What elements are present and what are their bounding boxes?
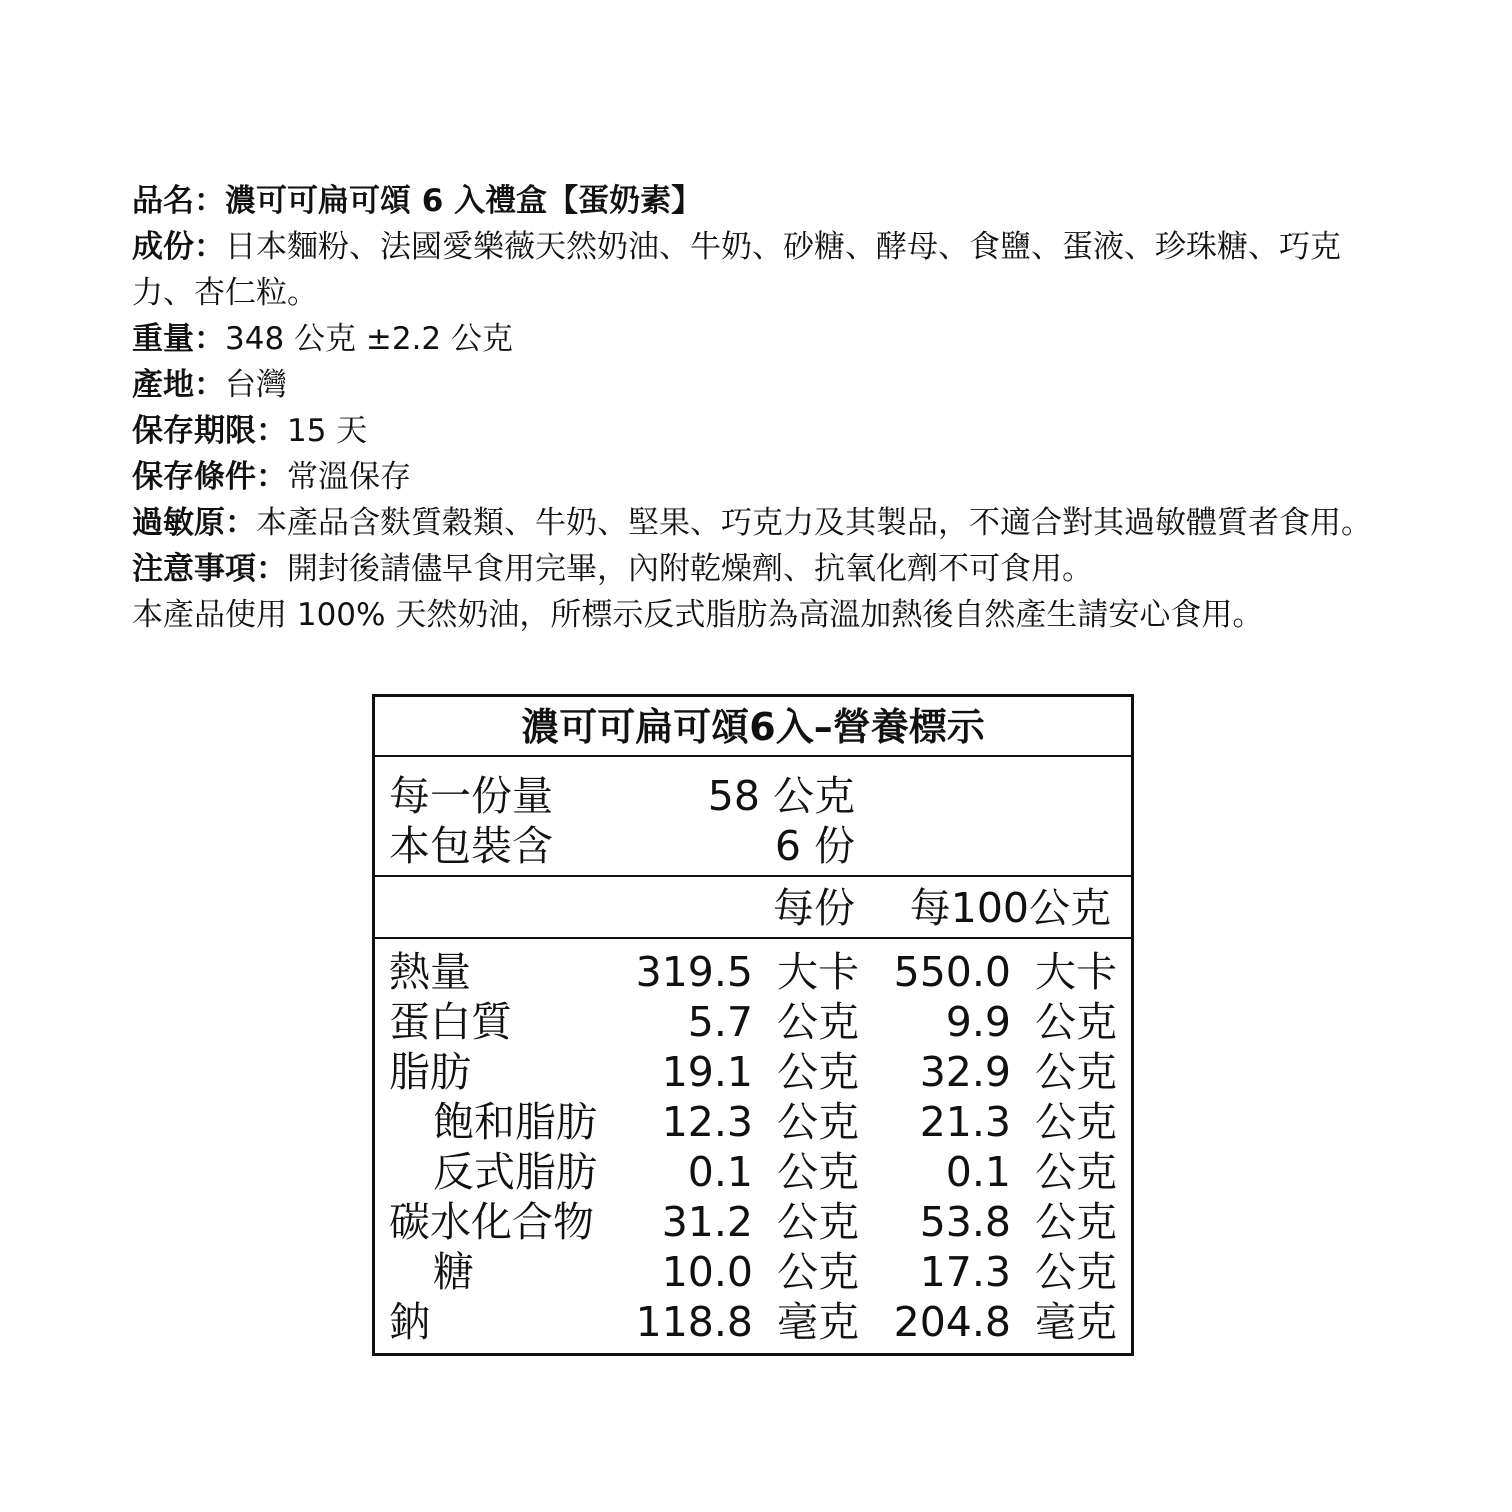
nutrient-per-serving-unit: 毫克 bbox=[777, 1298, 859, 1346]
product-info-separator: ： bbox=[256, 459, 287, 495]
product-info-separator: ： bbox=[256, 551, 287, 587]
col-per-serving: 每份 bbox=[773, 884, 855, 932]
product-info-label: 品名 bbox=[132, 183, 194, 219]
product-info-value: 開封後請儘早食用完畢，內附乾燥劑、抗氧化劑不可食用。 bbox=[287, 551, 1093, 587]
product-info-label: 重量 bbox=[132, 321, 194, 357]
product-info-value: 本產品含麩質穀類、牛奶、堅果、巧克力及其製品，不適合對其過敏體質者食用。 bbox=[256, 505, 1372, 541]
nutrient-row bbox=[375, 997, 1131, 1047]
product-info-separator: ： bbox=[194, 367, 225, 403]
product-info-separator: ： bbox=[194, 229, 225, 265]
nutrient-name: 反式脂肪 bbox=[433, 1148, 597, 1196]
nutrient-name: 飽和脂肪 bbox=[433, 1098, 597, 1146]
nutrient-per-100g-unit: 公克 bbox=[1035, 1048, 1117, 1096]
nutrient-name: 鈉 bbox=[389, 1298, 430, 1346]
serving-section bbox=[375, 757, 1131, 877]
product-info-label: 產地 bbox=[132, 367, 194, 403]
serving-size-label: 每一份量 bbox=[389, 772, 553, 820]
nutrient-per-100g-unit: 公克 bbox=[1035, 1198, 1117, 1246]
nutrient-per-100g-unit: 公克 bbox=[1035, 1098, 1117, 1146]
nutrient-per-serving-unit: 公克 bbox=[777, 1148, 859, 1196]
nutrient-row bbox=[375, 947, 1131, 997]
product-info-label: 保存條件 bbox=[132, 459, 256, 495]
product-info-value: 台灣 bbox=[225, 367, 287, 403]
nutrient-per-serving-unit: 公克 bbox=[777, 1048, 859, 1096]
product-info-separator: ： bbox=[194, 183, 225, 219]
nutrient-per-100g-unit: 毫克 bbox=[1035, 1298, 1117, 1346]
product-info-value: 日本麵粉、法國愛樂薇天然奶油、牛奶、砂糖、酵母、食鹽、蛋液、珍珠糖、巧克力、杏仁粒。 bbox=[132, 229, 1341, 311]
product-info-separator: ： bbox=[225, 505, 256, 541]
product-info-separator: ： bbox=[194, 321, 225, 357]
nutrient-per-100g: 21.3 bbox=[919, 1098, 1011, 1146]
nutrient-per-serving-unit: 公克 bbox=[777, 1098, 859, 1146]
nutrient-per-serving-unit: 大卡 bbox=[777, 948, 859, 996]
serving-size-value: 58 公克 bbox=[707, 772, 855, 820]
nutrient-per-serving-unit: 公克 bbox=[777, 998, 859, 1046]
nutrient-name: 蛋白質 bbox=[389, 998, 512, 1046]
product-info-label: 注意事項 bbox=[132, 551, 256, 587]
product-info-row bbox=[132, 500, 1392, 546]
nutrient-row bbox=[375, 1197, 1131, 1247]
nutrient-per-serving: 118.8 bbox=[635, 1298, 753, 1346]
serving-size-row bbox=[375, 771, 1131, 821]
product-info-row bbox=[132, 178, 1392, 224]
nutrient-name: 碳水化合物 bbox=[389, 1198, 594, 1246]
product-info-label: 保存期限 bbox=[132, 413, 256, 449]
nutrient-name: 脂肪 bbox=[389, 1048, 471, 1096]
nutrient-per-serving: 19.1 bbox=[661, 1048, 753, 1096]
product-info-value: 15 天 bbox=[287, 413, 368, 449]
product-info-value: 濃可可扁可頌 6 入禮盒【蛋奶素】 bbox=[225, 183, 703, 219]
product-info-list bbox=[132, 178, 1392, 592]
product-info-value: 常溫保存 bbox=[287, 459, 411, 495]
nutrient-per-serving: 319.5 bbox=[635, 948, 753, 996]
nutrient-per-100g: 32.9 bbox=[919, 1048, 1011, 1096]
product-info-row bbox=[132, 546, 1392, 592]
nutrient-per-serving: 12.3 bbox=[661, 1098, 753, 1146]
nutrient-per-100g: 17.3 bbox=[919, 1248, 1011, 1296]
nutrient-per-100g-unit: 大卡 bbox=[1035, 948, 1117, 996]
product-info-row bbox=[132, 454, 1392, 500]
nutrient-per-100g-unit: 公克 bbox=[1035, 998, 1117, 1046]
nutrient-per-100g: 9.9 bbox=[945, 998, 1011, 1046]
nutrient-per-serving: 5.7 bbox=[687, 998, 753, 1046]
servings-label: 本包裝含 bbox=[389, 822, 553, 870]
nutrient-list bbox=[375, 947, 1131, 1347]
nutrition-facts-panel bbox=[372, 694, 1134, 1356]
product-note: 本產品使用 100% 天然奶油，所標示反式脂肪為高溫加熱後自然產生請安心食用。 bbox=[132, 597, 1264, 633]
product-info-label: 成份 bbox=[132, 229, 194, 265]
nutrient-row bbox=[375, 1297, 1131, 1347]
product-info-row bbox=[132, 316, 1392, 362]
product-info-label: 過敏原 bbox=[132, 505, 225, 541]
product-info-value: 348 公克 ±2.2 公克 bbox=[225, 321, 514, 357]
nutrient-row bbox=[375, 1047, 1131, 1097]
nutrient-row bbox=[375, 1147, 1131, 1197]
nutrient-row bbox=[375, 1247, 1131, 1297]
product-info-row bbox=[132, 362, 1392, 408]
nutrient-per-100g-unit: 公克 bbox=[1035, 1248, 1117, 1296]
nutrient-per-serving: 31.2 bbox=[661, 1198, 753, 1246]
nutrient-per-100g-unit: 公克 bbox=[1035, 1148, 1117, 1196]
nutrient-per-100g: 204.8 bbox=[893, 1298, 1011, 1346]
nutrient-row bbox=[375, 1097, 1131, 1147]
nutrient-name: 糖 bbox=[433, 1248, 474, 1296]
col-per-100g: 每100公克 bbox=[909, 884, 1111, 932]
nutrient-per-serving-unit: 公克 bbox=[777, 1198, 859, 1246]
column-header-row bbox=[375, 877, 1131, 939]
nutrition-title: 濃可可扁可頌6入–營養標示 bbox=[375, 697, 1131, 757]
product-info-separator: ： bbox=[256, 413, 287, 449]
product-info-row bbox=[132, 408, 1392, 454]
servings-value: 6 份 bbox=[774, 822, 855, 870]
nutrient-per-100g: 550.0 bbox=[893, 948, 1011, 996]
nutrient-per-100g: 53.8 bbox=[919, 1198, 1011, 1246]
nutrient-per-serving: 10.0 bbox=[661, 1248, 753, 1296]
nutrient-per-serving: 0.1 bbox=[687, 1148, 753, 1196]
servings-per-package-row bbox=[375, 821, 1131, 871]
nutrient-per-100g: 0.1 bbox=[945, 1148, 1011, 1196]
product-info-row bbox=[132, 224, 1392, 316]
nutrient-name: 熱量 bbox=[389, 948, 471, 996]
product-info-block bbox=[132, 178, 1392, 638]
nutrient-per-serving-unit: 公克 bbox=[777, 1248, 859, 1296]
